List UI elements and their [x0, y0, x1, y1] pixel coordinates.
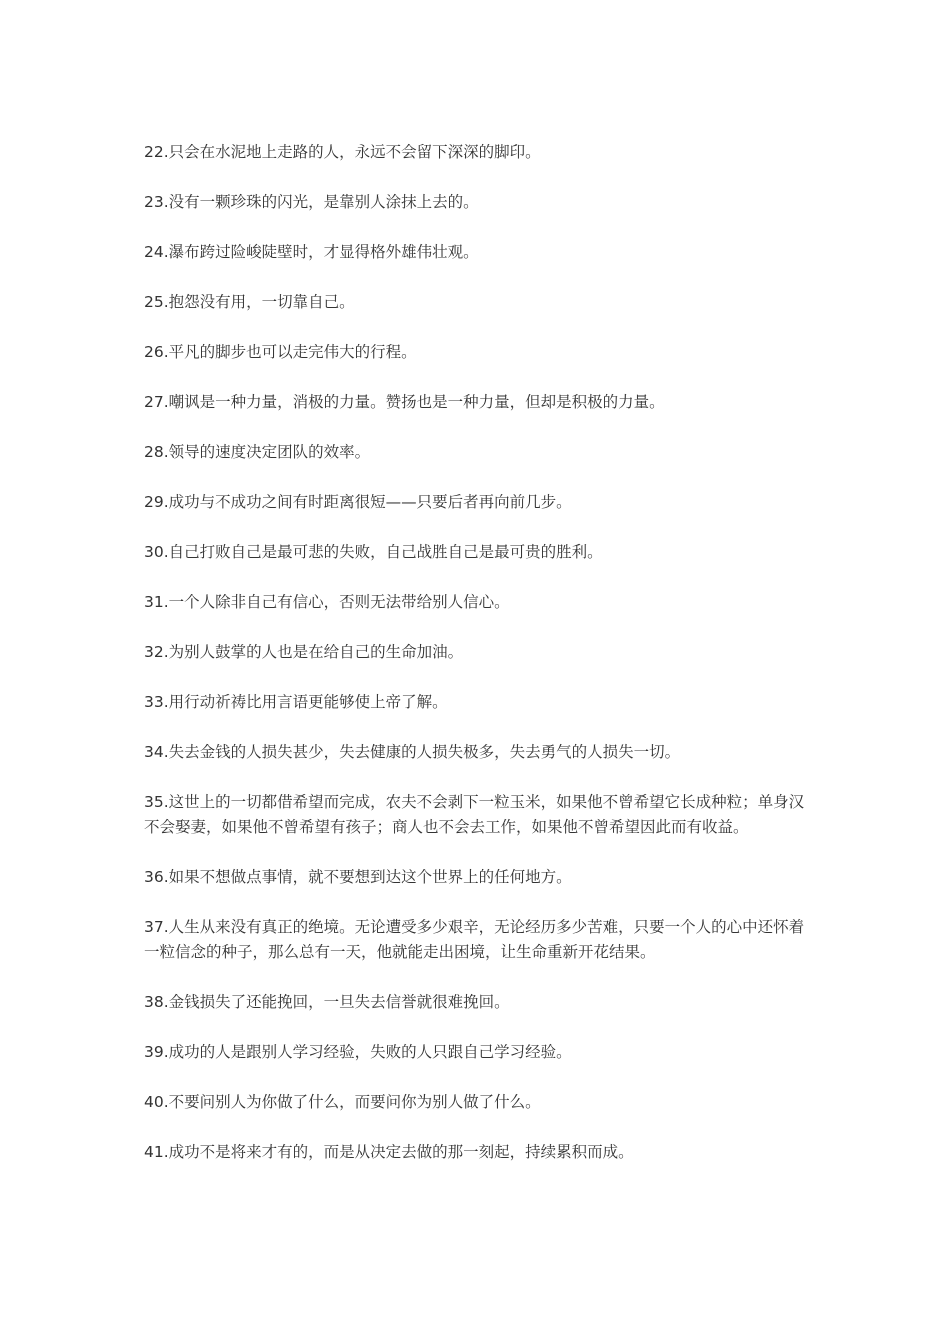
quote-23: 23.没有一颗珍珠的闪光，是靠别人涂抹上去的。: [144, 193, 479, 211]
quote-31: 31.一个人除非自己有信心，否则无法带给别人信心。: [144, 593, 510, 611]
quote-34: 34.失去金钱的人损失甚少，失去健康的人损失极多，失去勇气的人损失一切。: [144, 743, 681, 761]
quote-25: 25.抱怨没有用，一切靠自己。: [144, 293, 355, 311]
quote-37: 37.人生从来没有真正的绝境。无论遭受多少艰辛，无论经历多少苦难，只要一个人的心中还怀着一粒信念的种子，那么总有一天，他就能走出困境，让生命重新开花结果。: [144, 918, 805, 961]
document-page: [144, 140, 814, 1190]
quote-29: 29.成功与不成功之间有时距离很短——只要后者再向前几步。: [144, 493, 572, 511]
quote-27: 27.嘲讽是一种力量，消极的力量。赞扬也是一种力量，但却是积极的力量。: [144, 393, 665, 411]
quote-24: 24.瀑布跨过险峻陡壁时，才显得格外雄伟壮观。: [144, 243, 479, 261]
quote-33: 33.用行动祈祷比用言语更能够使上帝了解。: [144, 693, 448, 711]
quote-38: 38.金钱损失了还能挽回，一旦失去信誉就很难挽回。: [144, 993, 510, 1011]
quote-41: 41.成功不是将来才有的，而是从决定去做的那一刻起，持续累积而成。: [144, 1143, 634, 1161]
quote-40: 40.不要问别人为你做了什么，而要问你为别人做了什么。: [144, 1093, 541, 1111]
quote-22: 22.只会在水泥地上走路的人，永远不会留下深深的脚印。: [144, 143, 541, 161]
quote-39: 39.成功的人是跟别人学习经验，失败的人只跟自己学习经验。: [144, 1043, 572, 1061]
quote-32: 32.为别人鼓掌的人也是在给自己的生命加油。: [144, 643, 464, 661]
quote-28: 28.领导的速度决定团队的效率。: [144, 443, 371, 461]
quote-35: 35.这世上的一切都借希望而完成，农夫不会剥下一粒玉米，如果他不曾希望它长成种粒；单身汉不会娶妻，如果他不曾希望有孩子；商人也不会去工作，如果他不曾希望因此而有收益。: [144, 793, 805, 836]
quote-30: 30.自己打败自己是最可悲的失败，自己战胜自己是最可贵的胜利。: [144, 543, 603, 561]
quote-26: 26.平凡的脚步也可以走完伟大的行程。: [144, 343, 417, 361]
quote-36: 36.如果不想做点事情，就不要想到达这个世界上的任何地方。: [144, 868, 572, 886]
